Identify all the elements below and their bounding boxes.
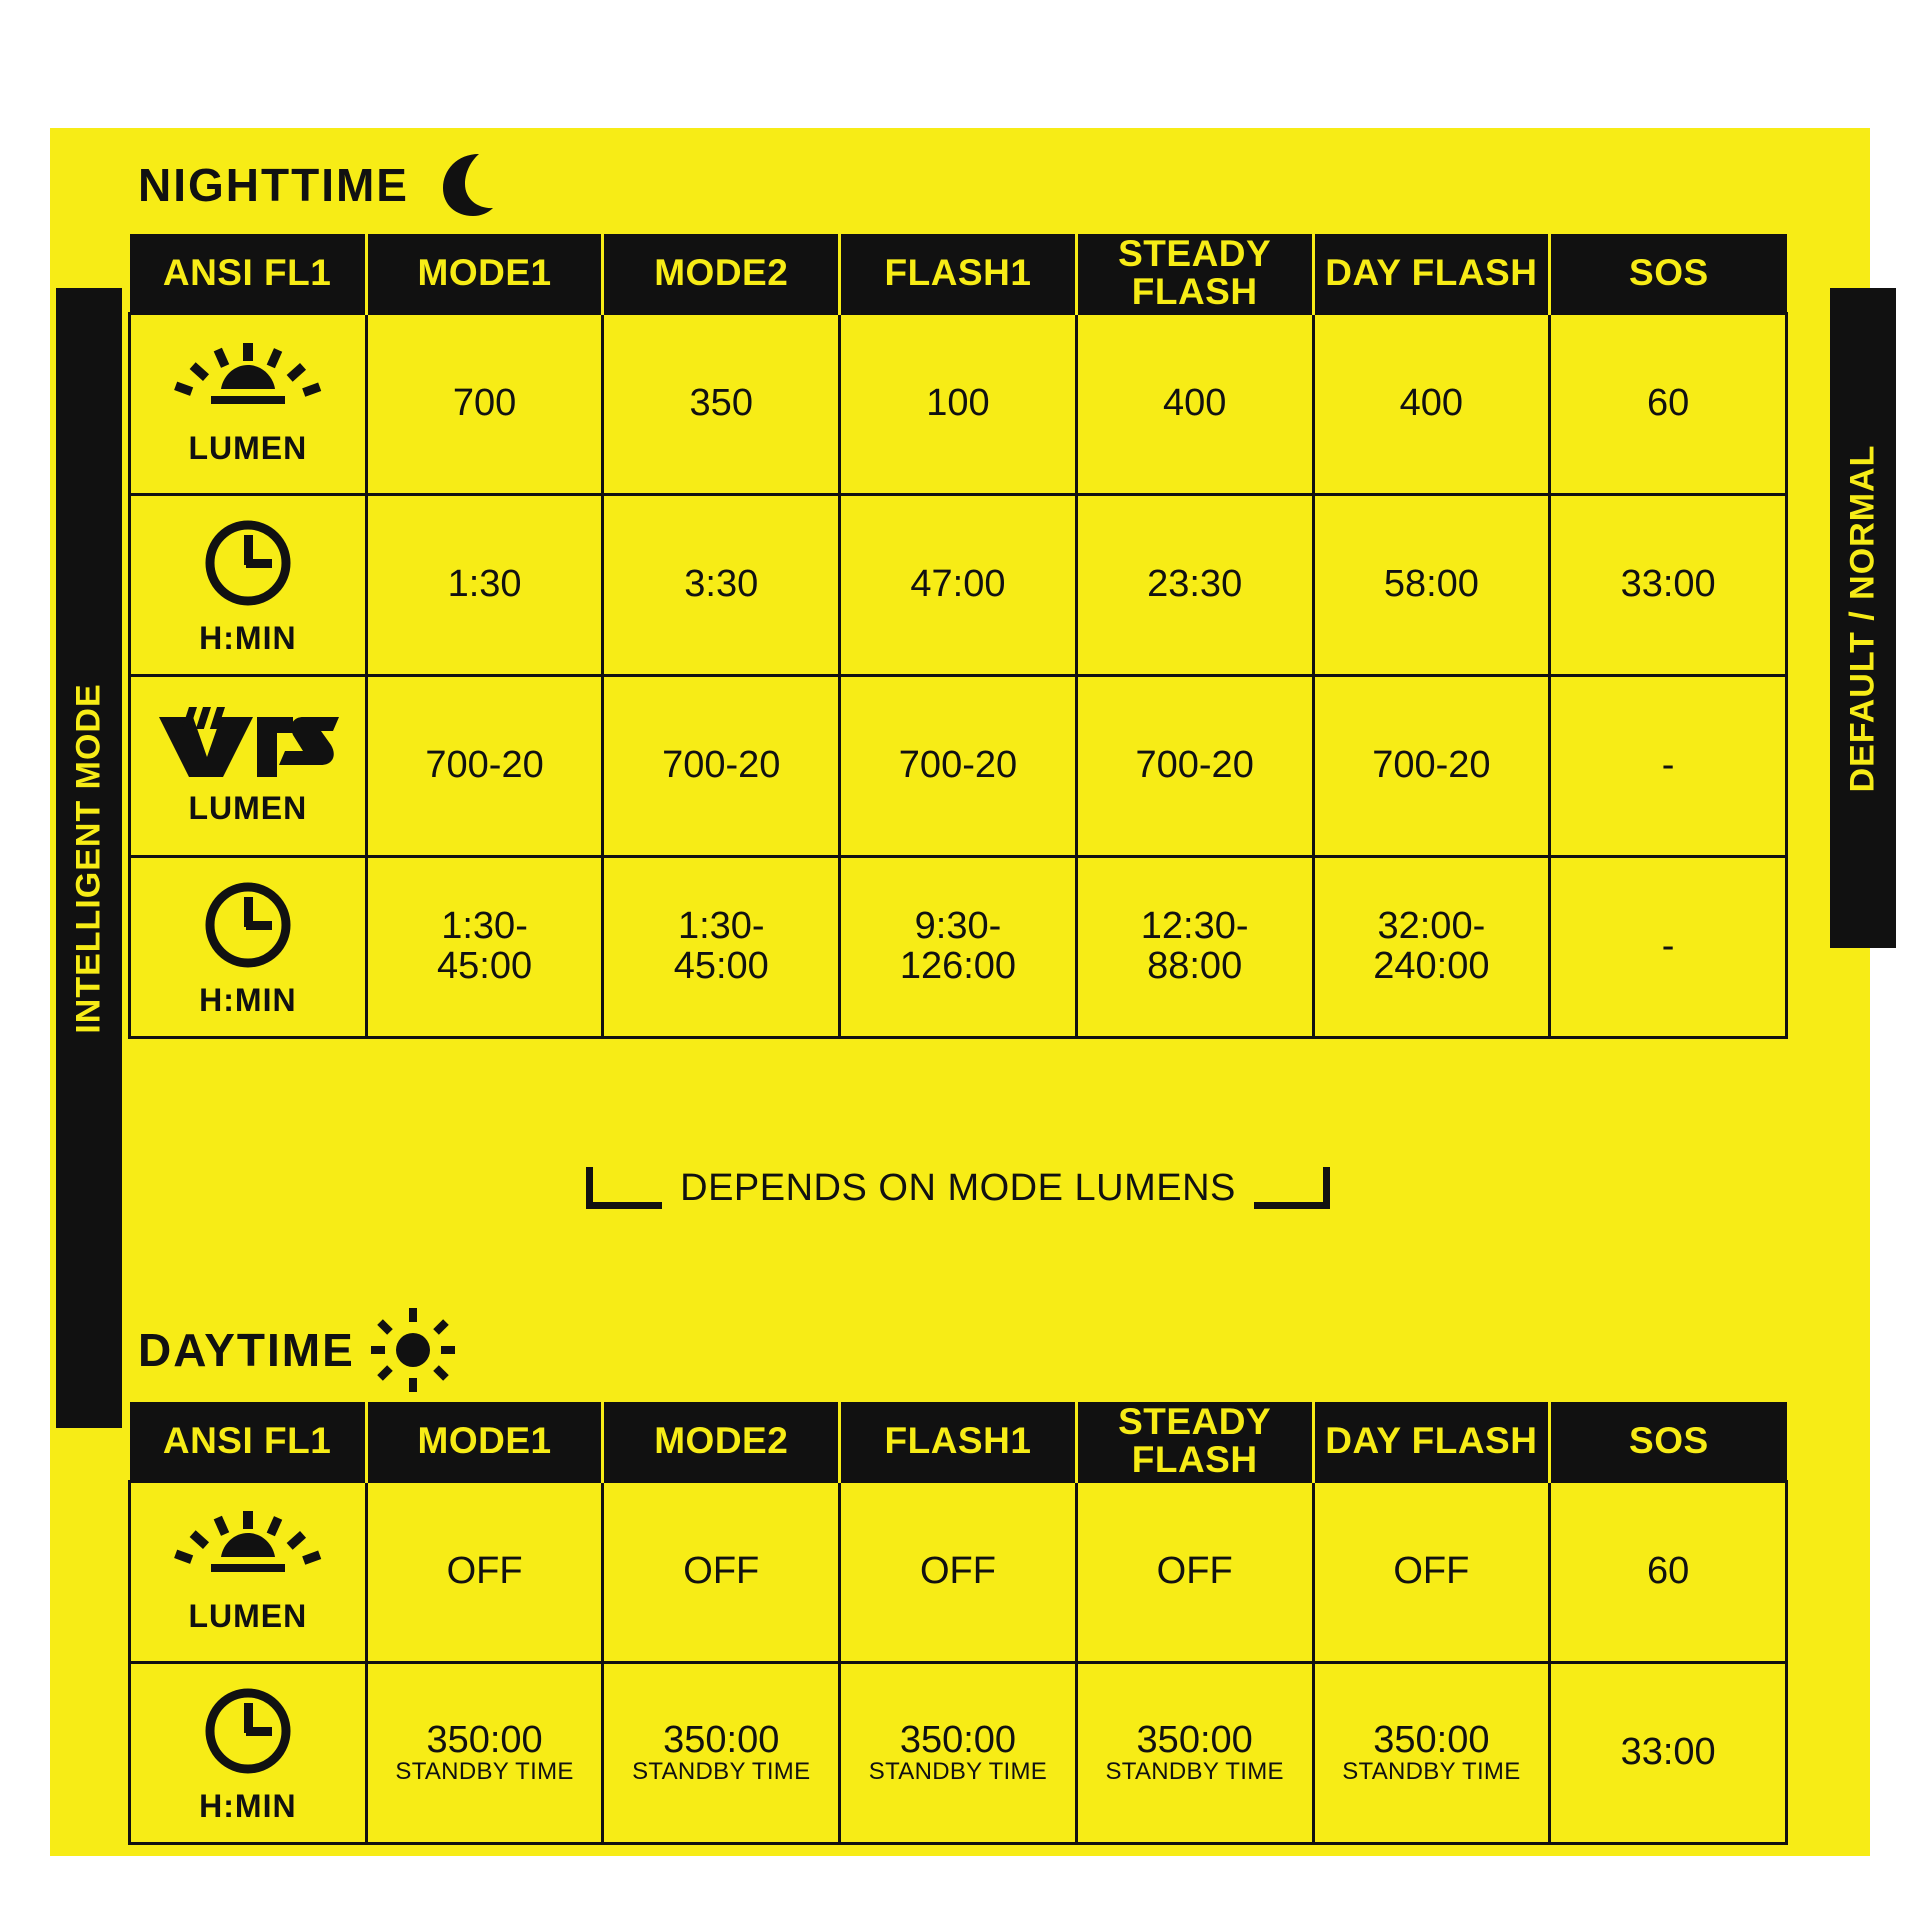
standby-label: STANDBY TIME xyxy=(1342,1758,1521,1786)
nighttime-table xyxy=(128,234,1788,1039)
col-flash1: FLASH1 xyxy=(840,1402,1077,1482)
value-line-1: 1:30- xyxy=(677,905,765,948)
moon-icon xyxy=(423,148,497,222)
table-row xyxy=(130,857,1787,1038)
cell-vls-day-flash: 700-20 xyxy=(1313,676,1550,857)
row-label-hmin xyxy=(130,495,367,676)
sun-icon xyxy=(369,1306,457,1394)
row-label-lumen xyxy=(130,314,367,495)
rail-default-normal-label: DEFAULT / NORMAL xyxy=(1843,444,1882,792)
sunburst-icon xyxy=(173,343,323,430)
bracket-left-icon xyxy=(586,1167,662,1209)
cell-vls-time-sos: - xyxy=(1550,857,1787,1038)
value-text: 350:00 xyxy=(1373,1719,1490,1762)
cell-vls-time-mode2 xyxy=(603,857,840,1038)
cell-lumen-day-flash: 400 xyxy=(1313,314,1550,495)
clock-icon xyxy=(200,515,296,620)
col-mode2: MODE2 xyxy=(603,234,840,314)
vls-logo xyxy=(153,707,343,790)
cell-vls-mode1: 700-20 xyxy=(366,676,603,857)
cell-day-time-mode1 xyxy=(366,1663,603,1844)
row-label-lumen-text: LUMEN xyxy=(188,429,308,466)
col-mode1: MODE1 xyxy=(366,1402,603,1482)
cell-vls-sos: - xyxy=(1550,676,1787,857)
value-line-2: 240:00 xyxy=(1373,945,1490,987)
value-line-2: 45:00 xyxy=(437,945,533,987)
cell-vls-flash1: 700-20 xyxy=(840,676,1077,857)
clock-icon xyxy=(200,1683,296,1788)
cell-day-lumen-mode2: OFF xyxy=(603,1482,840,1663)
table-header-row xyxy=(130,1402,1787,1482)
col-day-flash: DAY FLASH xyxy=(1313,234,1550,314)
standby-label: STANDBY TIME xyxy=(868,1758,1048,1786)
col-steady-flash: STEADY FLASH xyxy=(1076,1402,1313,1482)
cell-lumen-sos: 60 xyxy=(1550,314,1787,495)
value-line-2: 88:00 xyxy=(1147,945,1243,987)
cell-lumen-mode2: 350 xyxy=(603,314,840,495)
daytime-title: DAYTIME xyxy=(138,1324,355,1376)
table-row xyxy=(130,495,1787,676)
row-label-vls-lumen xyxy=(130,676,367,857)
col-ansi-fl1: ANSI FL1 xyxy=(130,234,367,314)
nighttime-heading xyxy=(138,148,497,222)
table-row xyxy=(130,1482,1787,1663)
cell-time-mode1: 1:30 xyxy=(366,495,603,676)
cell-day-time-flash1 xyxy=(840,1663,1077,1844)
cell-time-sos: 33:00 xyxy=(1550,495,1787,676)
standby-label: STANDBY TIME xyxy=(1105,1758,1284,1786)
cell-day-time-day-flash xyxy=(1313,1663,1550,1844)
col-sos: SOS xyxy=(1550,234,1787,314)
cell-lumen-flash1: 100 xyxy=(840,314,1077,495)
col-mode2: MODE2 xyxy=(603,1402,840,1482)
depends-note-text: DEPENDS ON MODE LUMENS xyxy=(680,1166,1236,1209)
value-text: 350:00 xyxy=(1136,1719,1253,1762)
col-sos: SOS xyxy=(1550,1402,1787,1482)
value-line-2: 126:00 xyxy=(899,945,1017,987)
value-line-1: 32:00- xyxy=(1377,905,1486,948)
row-label-lumen-text: LUMEN xyxy=(188,1597,308,1634)
value-line-1: 1:30- xyxy=(441,905,528,948)
table-row xyxy=(130,1663,1787,1844)
cell-day-lumen-day-flash: OFF xyxy=(1313,1482,1550,1663)
rail-intelligent-mode xyxy=(56,288,122,1428)
nighttime-title: NIGHTTIME xyxy=(138,159,409,211)
row-label-vls-lumen-text: LUMEN xyxy=(188,789,308,826)
row-label-vls-hmin-text: H:MIN xyxy=(199,981,297,1018)
spec-sheet xyxy=(50,128,1882,1856)
daytime-heading xyxy=(138,1306,457,1394)
cell-vls-time-mode1 xyxy=(366,857,603,1038)
col-ansi-fl1: ANSI FL1 xyxy=(130,1402,367,1482)
cell-vls-time-steady-flash xyxy=(1076,857,1313,1038)
value-text: 350:00 xyxy=(663,1719,780,1762)
row-label-hmin-text: H:MIN xyxy=(199,619,297,656)
cell-day-time-steady-flash xyxy=(1076,1663,1313,1844)
cell-lumen-mode1: 700 xyxy=(366,314,603,495)
value-text: 350:00 xyxy=(899,1719,1017,1762)
col-day-flash: DAY FLASH xyxy=(1313,1402,1550,1482)
cell-vls-time-day-flash xyxy=(1313,857,1550,1038)
cell-vls-time-flash1 xyxy=(840,857,1077,1038)
daytime-table xyxy=(128,1402,1788,1845)
table-header-row xyxy=(130,234,1787,314)
standby-label: STANDBY TIME xyxy=(395,1758,574,1786)
cell-day-lumen-steady-flash: OFF xyxy=(1076,1482,1313,1663)
cell-day-lumen-sos: 60 xyxy=(1550,1482,1787,1663)
cell-vls-mode2: 700-20 xyxy=(603,676,840,857)
col-flash1: FLASH1 xyxy=(840,234,1077,314)
cell-day-lumen-flash1: OFF xyxy=(840,1482,1077,1663)
value-line-1: 9:30- xyxy=(914,905,1002,948)
row-label-lumen xyxy=(130,1482,367,1663)
table-row xyxy=(130,314,1787,495)
cell-vls-steady-flash: 700-20 xyxy=(1076,676,1313,857)
row-label-hmin-text: H:MIN xyxy=(199,1787,297,1824)
col-mode1: MODE1 xyxy=(366,234,603,314)
cell-day-lumen-mode1: OFF xyxy=(366,1482,603,1663)
rail-default-normal xyxy=(1830,288,1896,948)
row-label-vls-hmin xyxy=(130,857,367,1038)
value-line-1: 12:30- xyxy=(1140,905,1249,948)
clock-icon xyxy=(200,877,296,982)
cell-day-time-sos: 33:00 xyxy=(1550,1663,1787,1844)
sunburst-icon xyxy=(173,1511,323,1598)
value-line-2: 45:00 xyxy=(673,945,769,987)
value-text: 350:00 xyxy=(426,1719,543,1762)
table-row xyxy=(130,676,1787,857)
standby-label: STANDBY TIME xyxy=(632,1758,811,1786)
bracket-right-icon xyxy=(1254,1167,1330,1209)
cell-lumen-steady-flash: 400 xyxy=(1076,314,1313,495)
cell-day-time-mode2 xyxy=(603,1663,840,1844)
col-steady-flash: STEADY FLASH xyxy=(1076,234,1313,314)
cell-time-flash1: 47:00 xyxy=(840,495,1077,676)
cell-time-mode2: 3:30 xyxy=(603,495,840,676)
rail-intelligent-mode-label: INTELLIGENT MODE xyxy=(69,682,108,1034)
cell-time-day-flash: 58:00 xyxy=(1313,495,1550,676)
cell-time-steady-flash: 23:30 xyxy=(1076,495,1313,676)
depends-note xyxy=(128,1148,1788,1228)
row-label-hmin xyxy=(130,1663,367,1844)
